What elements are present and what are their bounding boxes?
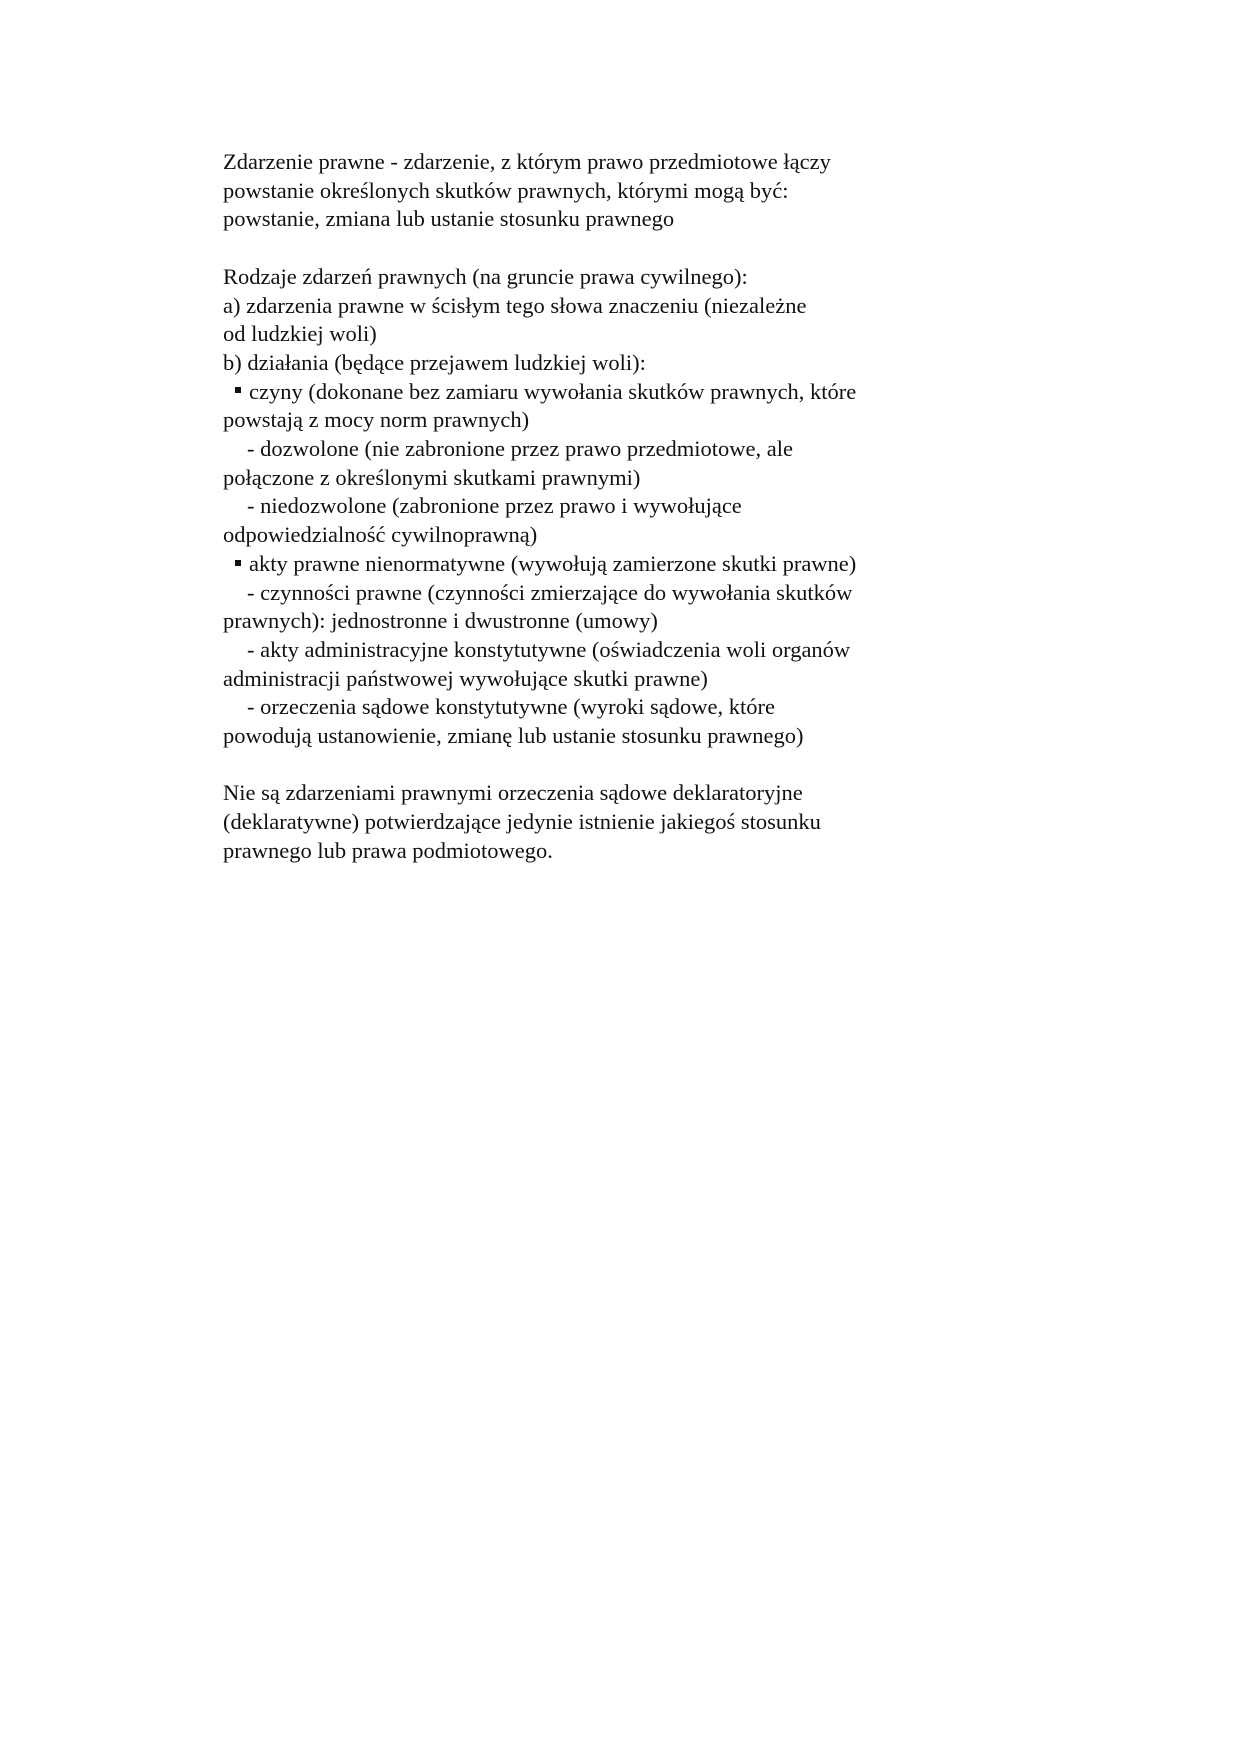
dash-item-niedozwolone: - niedozwolone (zabronione przez prawo i wywołujące [247,493,742,519]
square-bullet-icon [235,387,241,393]
list-item-a: a) zdarzenia prawne w ścisłym tego słowa znaczeniu (niezależne [223,292,807,318]
dash-item-akty-administracyjne: - akty administracyjne konstytutywne (oświadczenia woli organów [247,636,851,662]
dash-item-dozwolone: - dozwolone (nie zabronione przez prawo przedmiotowe, ale [247,436,794,462]
dash-item-orzeczenia: - orzeczenia sądowe konstytutywne (wyroki sądowe, które [247,694,775,720]
list-item-b: b) działania (będące przejawem ludzkiej woli): [223,349,646,375]
text-line: (deklaratywne) potwierdzające jedynie istnienie jakiegoś stosunku [223,809,821,835]
text-line: Nie są zdarzeniami prawnymi orzeczenia sądowe deklaratoryjne [223,780,803,806]
section-heading: Rodzaje zdarzeń prawnych (na gruncie prawa cywilnego): [223,263,748,289]
dash-item-continuation: powodują ustanowienie, zmianę lub ustanie stosunku prawnego) [223,723,804,749]
definition-paragraph [223,148,983,234]
bullet-item-text: akty prawne nienormatywne (wywołują zamierzone skutki prawne) [249,550,857,576]
bullet-item-czyny [223,378,983,407]
text-line: powstanie, zmiana lub ustanie stosunku prawnego [223,206,675,232]
dash-item-continuation: połączone z określonymi skutkami prawnymi) [223,464,641,490]
text-line: powstanie określonych skutków prawnych, którymi mogą być: [223,177,789,203]
paragraph-gap [223,751,983,780]
closing-paragraph [223,779,983,865]
list-item-a-continuation: od ludzkiej woli) [223,321,377,347]
dash-item-continuation: odpowiedzialność cywilnoprawną) [223,522,538,548]
bullet-item-akty [223,550,983,579]
text-line: prawnego lub prawa podmiotowego. [223,837,553,863]
bullet-item-text: czyny (dokonane bez zamiaru wywołania skutków prawnych, które [249,378,857,404]
square-bullet-icon [235,560,241,566]
paragraph-gap [223,234,983,263]
dash-item-continuation: administracji państwowej wywołujące skutki prawne) [223,665,708,691]
bullet-item-continuation: powstają z mocy norm prawnych) [223,407,530,433]
dash-item-czynnosci: - czynności prawne (czynności zmierzające do wywołania skutków [247,579,853,605]
document-body [223,148,983,866]
text-line: Zdarzenie prawne - zdarzenie, z którym prawo przedmiotowe łączy [223,149,831,174]
types-paragraph [223,263,983,751]
dash-item-continuation: prawnych): jednostronne i dwustronne (umowy) [223,608,658,634]
